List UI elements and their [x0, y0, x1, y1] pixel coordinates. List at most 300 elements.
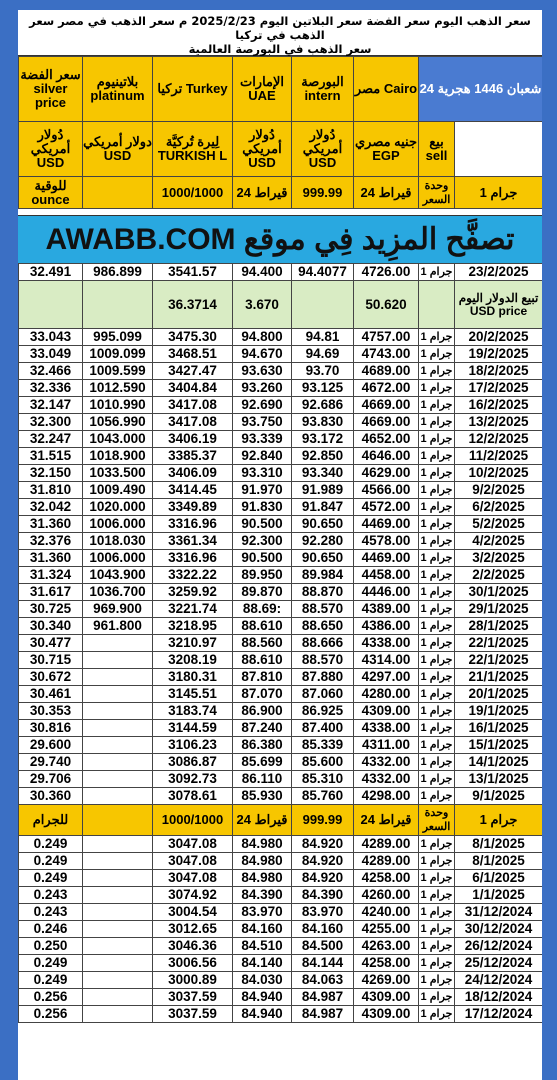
cairo-cell: 4255.00	[354, 921, 419, 938]
price-row	[19, 550, 543, 567]
turkey-cell: 3475.30	[153, 329, 233, 346]
intern-cell: 84.063	[292, 972, 354, 989]
platinum-cell: 1018.030	[83, 533, 153, 550]
platinum-cell	[83, 720, 153, 737]
date-cell: 1/1/2025	[455, 887, 543, 904]
platinum-cell: 1010.990	[83, 397, 153, 414]
unit-cell: 1 جرام	[419, 771, 455, 788]
date-cell: 9/2/2025	[455, 482, 543, 499]
platinum-weight	[83, 177, 153, 209]
silver-cell: 30.461	[19, 686, 83, 703]
unit-cell: 1 جرام	[419, 1006, 455, 1023]
date-cell: 24/12/2024	[455, 972, 543, 989]
date-cell: 18/12/2024	[455, 989, 543, 1006]
cairo-cell: 4578.00	[354, 533, 419, 550]
uae-cell: 83.970	[233, 904, 292, 921]
date-cell: 11/2/2025	[455, 448, 543, 465]
intern-cell: 93.125	[292, 380, 354, 397]
intern-cell: 93.70	[292, 363, 354, 380]
uae-cell: 93.750	[233, 414, 292, 431]
silver-header: سعر الفضة silver price	[19, 57, 83, 122]
platinum-cell: 961.800	[83, 618, 153, 635]
mid-header-unit: وحدة السعر	[419, 805, 455, 836]
silver-cell: 29.740	[19, 754, 83, 771]
uae-cell: 93.310	[233, 465, 292, 482]
price-row	[19, 887, 543, 904]
date-cell: 29/1/2025	[455, 601, 543, 618]
date-cell: 30/1/2025	[455, 584, 543, 601]
platinum-cell	[83, 788, 153, 805]
unit-cell: 1 جرام	[419, 499, 455, 516]
turkey-cell: 3180.31	[153, 669, 233, 686]
silver-cell: 29.706	[19, 771, 83, 788]
silver-usd-cell	[19, 281, 83, 329]
intern-cell: 84.987	[292, 989, 354, 1006]
price-row	[19, 516, 543, 533]
platinum-cell	[83, 989, 153, 1006]
uae-cell: 87.810	[233, 669, 292, 686]
silver-cell: 30.353	[19, 703, 83, 720]
silver-cell: 32.042	[19, 499, 83, 516]
cairo-cell: 4298.00	[354, 788, 419, 805]
uae-cell: 94.670	[233, 346, 292, 363]
date-cell: 23/2/2025	[455, 264, 543, 281]
platinum-cell	[83, 686, 153, 703]
turkey-cell: 3144.59	[153, 720, 233, 737]
intern-currency: دُولار أمريكي USD	[292, 122, 354, 177]
uae-cell: 93.260	[233, 380, 292, 397]
date-cell: 6/1/2025	[455, 870, 543, 887]
silver-currency: دُولار أمريكي USD	[19, 122, 83, 177]
cairo-currency: جنيه مصري EGP	[354, 122, 419, 177]
uae-cell: 89.950	[233, 567, 292, 584]
price-unit-label: وحدة السعر	[419, 177, 455, 209]
turkey-cell: 3012.65	[153, 921, 233, 938]
price-row	[19, 720, 543, 737]
platinum-cell: 1006.000	[83, 550, 153, 567]
cairo-cell: 4309.00	[354, 703, 419, 720]
price-row	[19, 669, 543, 686]
price-row	[19, 618, 543, 635]
platinum-cell: 986.899	[83, 264, 153, 281]
intern-cell: 88.666	[292, 635, 354, 652]
unit-cell: 1 جرام	[419, 972, 455, 989]
turkey-header: تركيا Turkey	[153, 57, 233, 122]
unit-cell: 1 جرام	[419, 601, 455, 618]
price-row	[19, 870, 543, 887]
silver-cell: 31.617	[19, 584, 83, 601]
silver-cell: 0.246	[19, 921, 83, 938]
silver-cell: 0.249	[19, 836, 83, 853]
cairo-cell: 4669.00	[354, 414, 419, 431]
price-row	[19, 533, 543, 550]
unit-cell: 1 جرام	[419, 938, 455, 955]
mid-header-per_gram: للجرام	[19, 805, 83, 836]
intern-cell: 84.987	[292, 1006, 354, 1023]
platinum-cell: 1033.500	[83, 465, 153, 482]
unit-cell: 1 جرام	[419, 533, 455, 550]
gram-label: 1 جرام	[455, 177, 543, 209]
silver-cell: 30.715	[19, 652, 83, 669]
intern-cell: 85.760	[292, 788, 354, 805]
date-cell: 20/2/2025	[455, 329, 543, 346]
intern-cell: 93.172	[292, 431, 354, 448]
intern-purity: 999.99	[292, 177, 354, 209]
price-row	[19, 836, 543, 853]
unit-cell: 1 جرام	[419, 550, 455, 567]
uae-currency: دُولار أمريكي USD	[233, 122, 292, 177]
mid-header-ratio: 1000/1000	[153, 805, 233, 836]
usd-price-label: تبيع الدولار اليوم USD price	[455, 281, 543, 329]
date-cell: 9/1/2025	[455, 788, 543, 805]
uae-cell: 84.980	[233, 836, 292, 853]
date-cell: 13/1/2025	[455, 771, 543, 788]
price-row	[19, 635, 543, 652]
uae-cell: 92.840	[233, 448, 292, 465]
platinum-cell: 1043.900	[83, 567, 153, 584]
turkey-cell: 3047.08	[153, 870, 233, 887]
turkey-cell: 3221.74	[153, 601, 233, 618]
unit-cell: 1 جرام	[419, 669, 455, 686]
unit-cell: 1 جرام	[419, 329, 455, 346]
unit-usd-cell	[419, 281, 455, 329]
cairo-cell: 4338.00	[354, 720, 419, 737]
cairo-cell: 4297.00	[354, 669, 419, 686]
platinum-cell	[83, 904, 153, 921]
platinum-cell: 1020.000	[83, 499, 153, 516]
cairo-cell: 4240.00	[354, 904, 419, 921]
price-row	[19, 414, 543, 431]
intern-usd-cell	[292, 281, 354, 329]
uae-cell: 84.390	[233, 887, 292, 904]
turkey-cell: 3414.45	[153, 482, 233, 499]
turkey-cell: 3047.08	[153, 836, 233, 853]
uae-cell: 93.630	[233, 363, 292, 380]
uae-cell: 88.560	[233, 635, 292, 652]
date-cell: 19/2/2025	[455, 346, 543, 363]
uae-cell: 94.400	[233, 264, 292, 281]
unit-cell: 1 جرام	[419, 788, 455, 805]
turkey-cell: 3322.22	[153, 567, 233, 584]
intern-cell: 91.847	[292, 499, 354, 516]
title-line-2: سعر الذهب في البورصة العالمية	[188, 42, 372, 56]
date-cell: 2/2/2025	[455, 567, 543, 584]
price-row	[19, 737, 543, 754]
uae-cell: 84.030	[233, 972, 292, 989]
cairo-cell: 4757.00	[354, 329, 419, 346]
platinum-cell: 1009.490	[83, 482, 153, 499]
cairo-cell: 4669.00	[354, 397, 419, 414]
silver-cell: 0.249	[19, 955, 83, 972]
price-row	[19, 904, 543, 921]
intern-cell: 89.984	[292, 567, 354, 584]
uae-cell: 84.940	[233, 989, 292, 1006]
turkey-usd-rate: 36.3714	[153, 281, 233, 329]
silver-cell: 30.672	[19, 669, 83, 686]
intern-cell: 84.500	[292, 938, 354, 955]
date-cell: 14/1/2025	[455, 754, 543, 771]
cairo-cell: 4263.00	[354, 938, 419, 955]
turkey-cell: 3092.73	[153, 771, 233, 788]
platinum-usd-cell	[83, 281, 153, 329]
date-cell: 16/2/2025	[455, 397, 543, 414]
intern-cell: 87.060	[292, 686, 354, 703]
uae-cell: 89.870	[233, 584, 292, 601]
cairo-cell: 4260.00	[354, 887, 419, 904]
usd-price-row	[19, 281, 543, 329]
turkey-ratio: 1000/1000	[153, 177, 233, 209]
website-banner[interactable]: تصفَّح المزِيد فِي موقع AWABB.COM	[18, 215, 542, 265]
cairo-cell: 4332.00	[354, 754, 419, 771]
unit-cell: 1 جرام	[419, 448, 455, 465]
silver-cell: 0.249	[19, 870, 83, 887]
uae-cell: 94.800	[233, 329, 292, 346]
intern-cell: 91.989	[292, 482, 354, 499]
uae-cell: 86.110	[233, 771, 292, 788]
intern-cell: 84.144	[292, 955, 354, 972]
cairo-cell: 4629.00	[354, 465, 419, 482]
intern-cell: 94.81	[292, 329, 354, 346]
silver-cell: 32.150	[19, 465, 83, 482]
price-row	[19, 989, 543, 1006]
unit-cell: 1 جرام	[419, 989, 455, 1006]
unit-cell: 1 جرام	[419, 737, 455, 754]
silver-cell: 0.243	[19, 887, 83, 904]
date-cell: 10/2/2025	[455, 465, 543, 482]
date-cell: 22/1/2025	[455, 635, 543, 652]
unit-cell: 1 جرام	[419, 870, 455, 887]
uae-cell: 92.690	[233, 397, 292, 414]
date-cell: 16/1/2025	[455, 720, 543, 737]
price-row	[19, 686, 543, 703]
unit-cell: 1 جرام	[419, 836, 455, 853]
uae-cell: 88.610	[233, 618, 292, 635]
turkey-cell: 3385.37	[153, 448, 233, 465]
turkey-cell: 3316.96	[153, 516, 233, 533]
unit-cell: 1 جرام	[419, 414, 455, 431]
unit-cell: 1 جرام	[419, 465, 455, 482]
silver-cell: 31.515	[19, 448, 83, 465]
silver-cell: 31.810	[19, 482, 83, 499]
intern-cell: 88.570	[292, 601, 354, 618]
date-cell: 20/1/2025	[455, 686, 543, 703]
cairo-cell: 4469.00	[354, 516, 419, 533]
uae-cell: 86.900	[233, 703, 292, 720]
intern-cell: 90.650	[292, 550, 354, 567]
mid-header-platinum	[83, 805, 153, 836]
intern-cell: 92.850	[292, 448, 354, 465]
cairo-cell: 4386.00	[354, 618, 419, 635]
silver-cell: 31.360	[19, 550, 83, 567]
unit-cell: 1 جرام	[419, 921, 455, 938]
date-cell: 13/2/2025	[455, 414, 543, 431]
weights-row	[19, 177, 543, 209]
price-row	[19, 853, 543, 870]
intern-cell: 87.880	[292, 669, 354, 686]
header-table	[18, 56, 542, 209]
uae-cell: 90.500	[233, 516, 292, 533]
price-row	[19, 397, 543, 414]
turkey-cell: 3417.08	[153, 414, 233, 431]
egp-usd-rate: 50.620	[354, 281, 419, 329]
blank-cell	[455, 122, 543, 177]
unit-cell: 1 جرام	[419, 887, 455, 904]
price-row	[19, 788, 543, 805]
price-row	[19, 584, 543, 601]
date-cell: 5/2/2025	[455, 516, 543, 533]
unit-cell: 1 جرام	[419, 567, 455, 584]
price-row	[19, 431, 543, 448]
uae-cell: 86.380	[233, 737, 292, 754]
platinum-cell	[83, 836, 153, 853]
cairo-cell: 4258.00	[354, 870, 419, 887]
cairo-cell: 4309.00	[354, 989, 419, 1006]
cairo-cell: 4646.00	[354, 448, 419, 465]
silver-cell: 32.336	[19, 380, 83, 397]
platinum-cell	[83, 652, 153, 669]
unit-cell: 1 جرام	[419, 955, 455, 972]
turkey-cell: 3000.89	[153, 972, 233, 989]
price-row	[19, 955, 543, 972]
unit-cell: 1 جرام	[419, 264, 455, 281]
intern-cell: 83.970	[292, 904, 354, 921]
uae-cell: 92.300	[233, 533, 292, 550]
cairo-header: مصر Cairo	[354, 57, 419, 122]
uae-cell: 88.610	[233, 652, 292, 669]
uae-header: الإمارات UAE	[233, 57, 292, 122]
platinum-cell	[83, 754, 153, 771]
date-cell: 15/1/2025	[455, 737, 543, 754]
uae-cell: 90.500	[233, 550, 292, 567]
intern-cell: 94.4077	[292, 264, 354, 281]
price-row	[19, 601, 543, 618]
silver-cell: 33.049	[19, 346, 83, 363]
cairo-cell: 4652.00	[354, 431, 419, 448]
silver-cell: 31.324	[19, 567, 83, 584]
silver-cell: 30.816	[19, 720, 83, 737]
cairo-cell: 4280.00	[354, 686, 419, 703]
date-cell: 17/2/2025	[455, 380, 543, 397]
intern-cell: 85.339	[292, 737, 354, 754]
intern-cell: 84.920	[292, 836, 354, 853]
intern-cell: 88.650	[292, 618, 354, 635]
turkey-cell: 3183.74	[153, 703, 233, 720]
silver-cell: 33.043	[19, 329, 83, 346]
cairo-cell: 4332.00	[354, 771, 419, 788]
platinum-currency: دولار أمريكي USD	[83, 122, 153, 177]
platinum-cell: 1018.900	[83, 448, 153, 465]
uae-karat: 24 قيراط	[233, 177, 292, 209]
price-row	[19, 346, 543, 363]
cairo-karat: 24 قيراط	[354, 177, 419, 209]
cairo-cell: 4743.00	[354, 346, 419, 363]
intern-cell: 86.925	[292, 703, 354, 720]
platinum-cell	[83, 972, 153, 989]
cairo-cell: 4314.00	[354, 652, 419, 669]
uae-cell: 85.930	[233, 788, 292, 805]
uae-cell: 85.699	[233, 754, 292, 771]
turkey-cell: 3406.19	[153, 431, 233, 448]
cairo-cell: 4672.00	[354, 380, 419, 397]
intern-cell: 88.870	[292, 584, 354, 601]
intern-cell: 90.650	[292, 516, 354, 533]
cairo-cell: 4566.00	[354, 482, 419, 499]
uae-cell: 87.240	[233, 720, 292, 737]
silver-cell: 30.477	[19, 635, 83, 652]
intern-cell: 92.280	[292, 533, 354, 550]
unit-cell: 1 جرام	[419, 584, 455, 601]
uae-cell: 84.510	[233, 938, 292, 955]
silver-cell: 32.247	[19, 431, 83, 448]
cairo-cell: 4311.00	[354, 737, 419, 754]
date-cell: 8/1/2025	[455, 836, 543, 853]
turkey-cell: 3218.95	[153, 618, 233, 635]
platinum-cell: 1009.099	[83, 346, 153, 363]
cairo-cell: 4258.00	[354, 955, 419, 972]
date-cell: 8/1/2025	[455, 853, 543, 870]
uae-cell: 84.140	[233, 955, 292, 972]
platinum-header: بلاتينيوم platinum	[83, 57, 153, 122]
intern-cell: 93.830	[292, 414, 354, 431]
unit-cell: 1 جرام	[419, 686, 455, 703]
uae-cell: 91.830	[233, 499, 292, 516]
date-cell: 30/12/2024	[455, 921, 543, 938]
platinum-cell: 1036.700	[83, 584, 153, 601]
price-row	[19, 972, 543, 989]
cairo-cell: 4309.00	[354, 1006, 419, 1023]
price-row	[19, 264, 543, 281]
turkey-cell: 3541.57	[153, 264, 233, 281]
platinum-cell	[83, 887, 153, 904]
turkey-cell: 3208.19	[153, 652, 233, 669]
uae-cell: 91.970	[233, 482, 292, 499]
cairo-cell: 4289.00	[354, 853, 419, 870]
date-cell: 4/2/2025	[455, 533, 543, 550]
platinum-cell	[83, 870, 153, 887]
unit-cell: 1 جرام	[419, 516, 455, 533]
silver-cell: 29.600	[19, 737, 83, 754]
intern-cell: 84.160	[292, 921, 354, 938]
intern-cell: 84.390	[292, 887, 354, 904]
turkey-cell: 3006.56	[153, 955, 233, 972]
price-row	[19, 499, 543, 516]
uae-cell: 84.940	[233, 1006, 292, 1023]
turkey-cell: 3145.51	[153, 686, 233, 703]
silver-cell: 0.256	[19, 989, 83, 1006]
price-row	[19, 465, 543, 482]
mid-header-row	[19, 805, 543, 836]
turkey-cell: 3004.54	[153, 904, 233, 921]
unit-cell: 1 جرام	[419, 431, 455, 448]
turkey-currency: لِيرة تُركيَّة TURKISH L	[153, 122, 233, 177]
unit-cell: 1 جرام	[419, 853, 455, 870]
date-cell: 17/12/2024	[455, 1006, 543, 1023]
date-cell: 22/1/2025	[455, 652, 543, 669]
uae-usd-rate: 3.670	[233, 281, 292, 329]
platinum-cell: 1006.000	[83, 516, 153, 533]
silver-cell: 0.249	[19, 853, 83, 870]
date-cell: 12/2/2025	[455, 431, 543, 448]
platinum-cell	[83, 703, 153, 720]
date-cell: 31/12/2024	[455, 904, 543, 921]
platinum-cell: 969.900	[83, 601, 153, 618]
platinum-cell	[83, 955, 153, 972]
platinum-cell: 995.099	[83, 329, 153, 346]
platinum-cell	[83, 635, 153, 652]
platinum-cell	[83, 853, 153, 870]
silver-cell: 0.256	[19, 1006, 83, 1023]
unit-cell: 1 جرام	[419, 754, 455, 771]
